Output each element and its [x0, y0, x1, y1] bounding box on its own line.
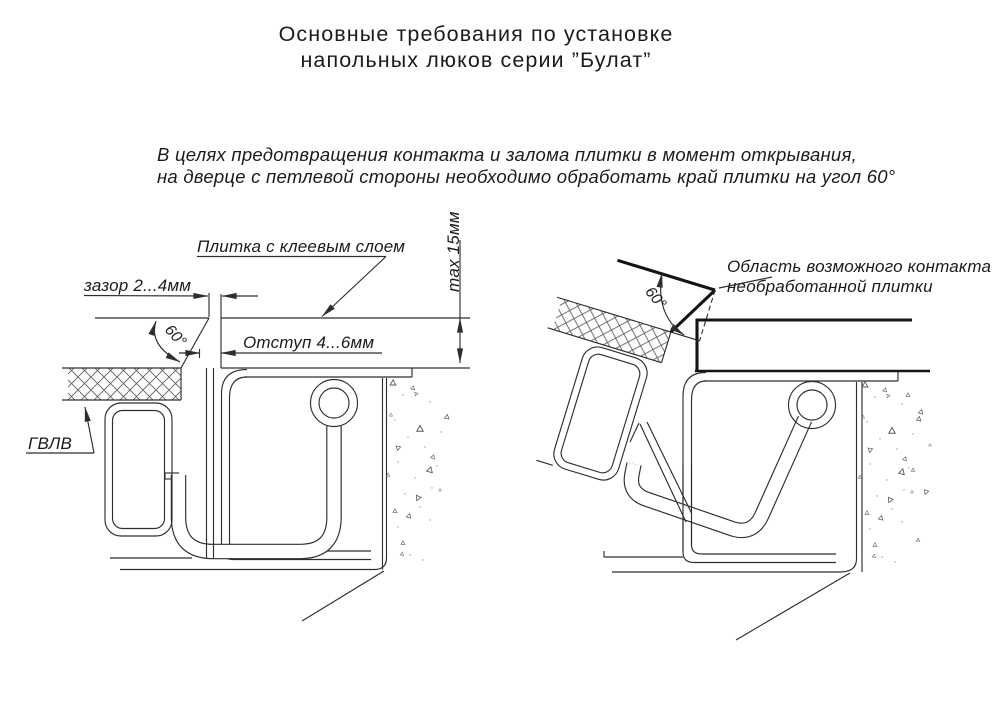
label-tile-adhesive: Плитка с клеевым слоем — [197, 237, 406, 256]
note-line2: на дверце с петлевой стороны необходимо обработать край плитки на угол 60° — [157, 166, 896, 187]
hinge-pivot-inner — [319, 388, 349, 418]
label-angle-open: 60° — [641, 283, 670, 313]
label-gap: зазор 2...4мм — [84, 276, 192, 295]
label-gvl: ГВЛВ — [28, 434, 73, 453]
page-title-line2: напольных люков серии ”Булат” — [300, 48, 652, 72]
hinge-arm-closed — [179, 380, 358, 552]
door-tube-profile — [105, 403, 172, 536]
door-tile-surface — [618, 260, 716, 290]
label-max-height: max 15мм — [444, 211, 463, 292]
label-contact-line1: Область возможного контакта — [727, 257, 992, 276]
door-tube-profile — [550, 343, 651, 484]
note-line1: В целях предотвращения контакта и залома плитки в момент открывания, — [157, 144, 857, 165]
tile-bevel-edge — [671, 281, 715, 340]
hinge-arm-open — [631, 382, 835, 553]
hatch-door-open — [510, 247, 715, 496]
dimensions-closed — [26, 211, 463, 453]
hatch-door-closed — [62, 318, 214, 558]
leader-tile — [322, 257, 386, 317]
label-contact-line2: необработанной плитки — [727, 277, 933, 296]
hinge-pivot-outer — [311, 380, 358, 427]
annotations-open — [641, 257, 991, 335]
header — [157, 22, 895, 187]
break-line — [736, 573, 850, 640]
tile-bevel-edge — [181, 318, 209, 368]
hinge-pivot-inner — [797, 390, 827, 420]
view-open-hatch — [510, 247, 991, 640]
hinge-pivot-outer — [789, 382, 836, 429]
view-closed-hatch — [26, 211, 470, 621]
page-title-line1: Основные требования по установке — [278, 22, 674, 46]
leader-gvl — [85, 407, 94, 453]
label-angle-closed: 60° — [161, 321, 190, 351]
gvl-layer-hatch — [68, 368, 181, 400]
break-line — [302, 571, 384, 621]
hatch-frame-section-open — [604, 319, 931, 641]
label-offset: Отступ 4...6мм — [243, 333, 375, 352]
